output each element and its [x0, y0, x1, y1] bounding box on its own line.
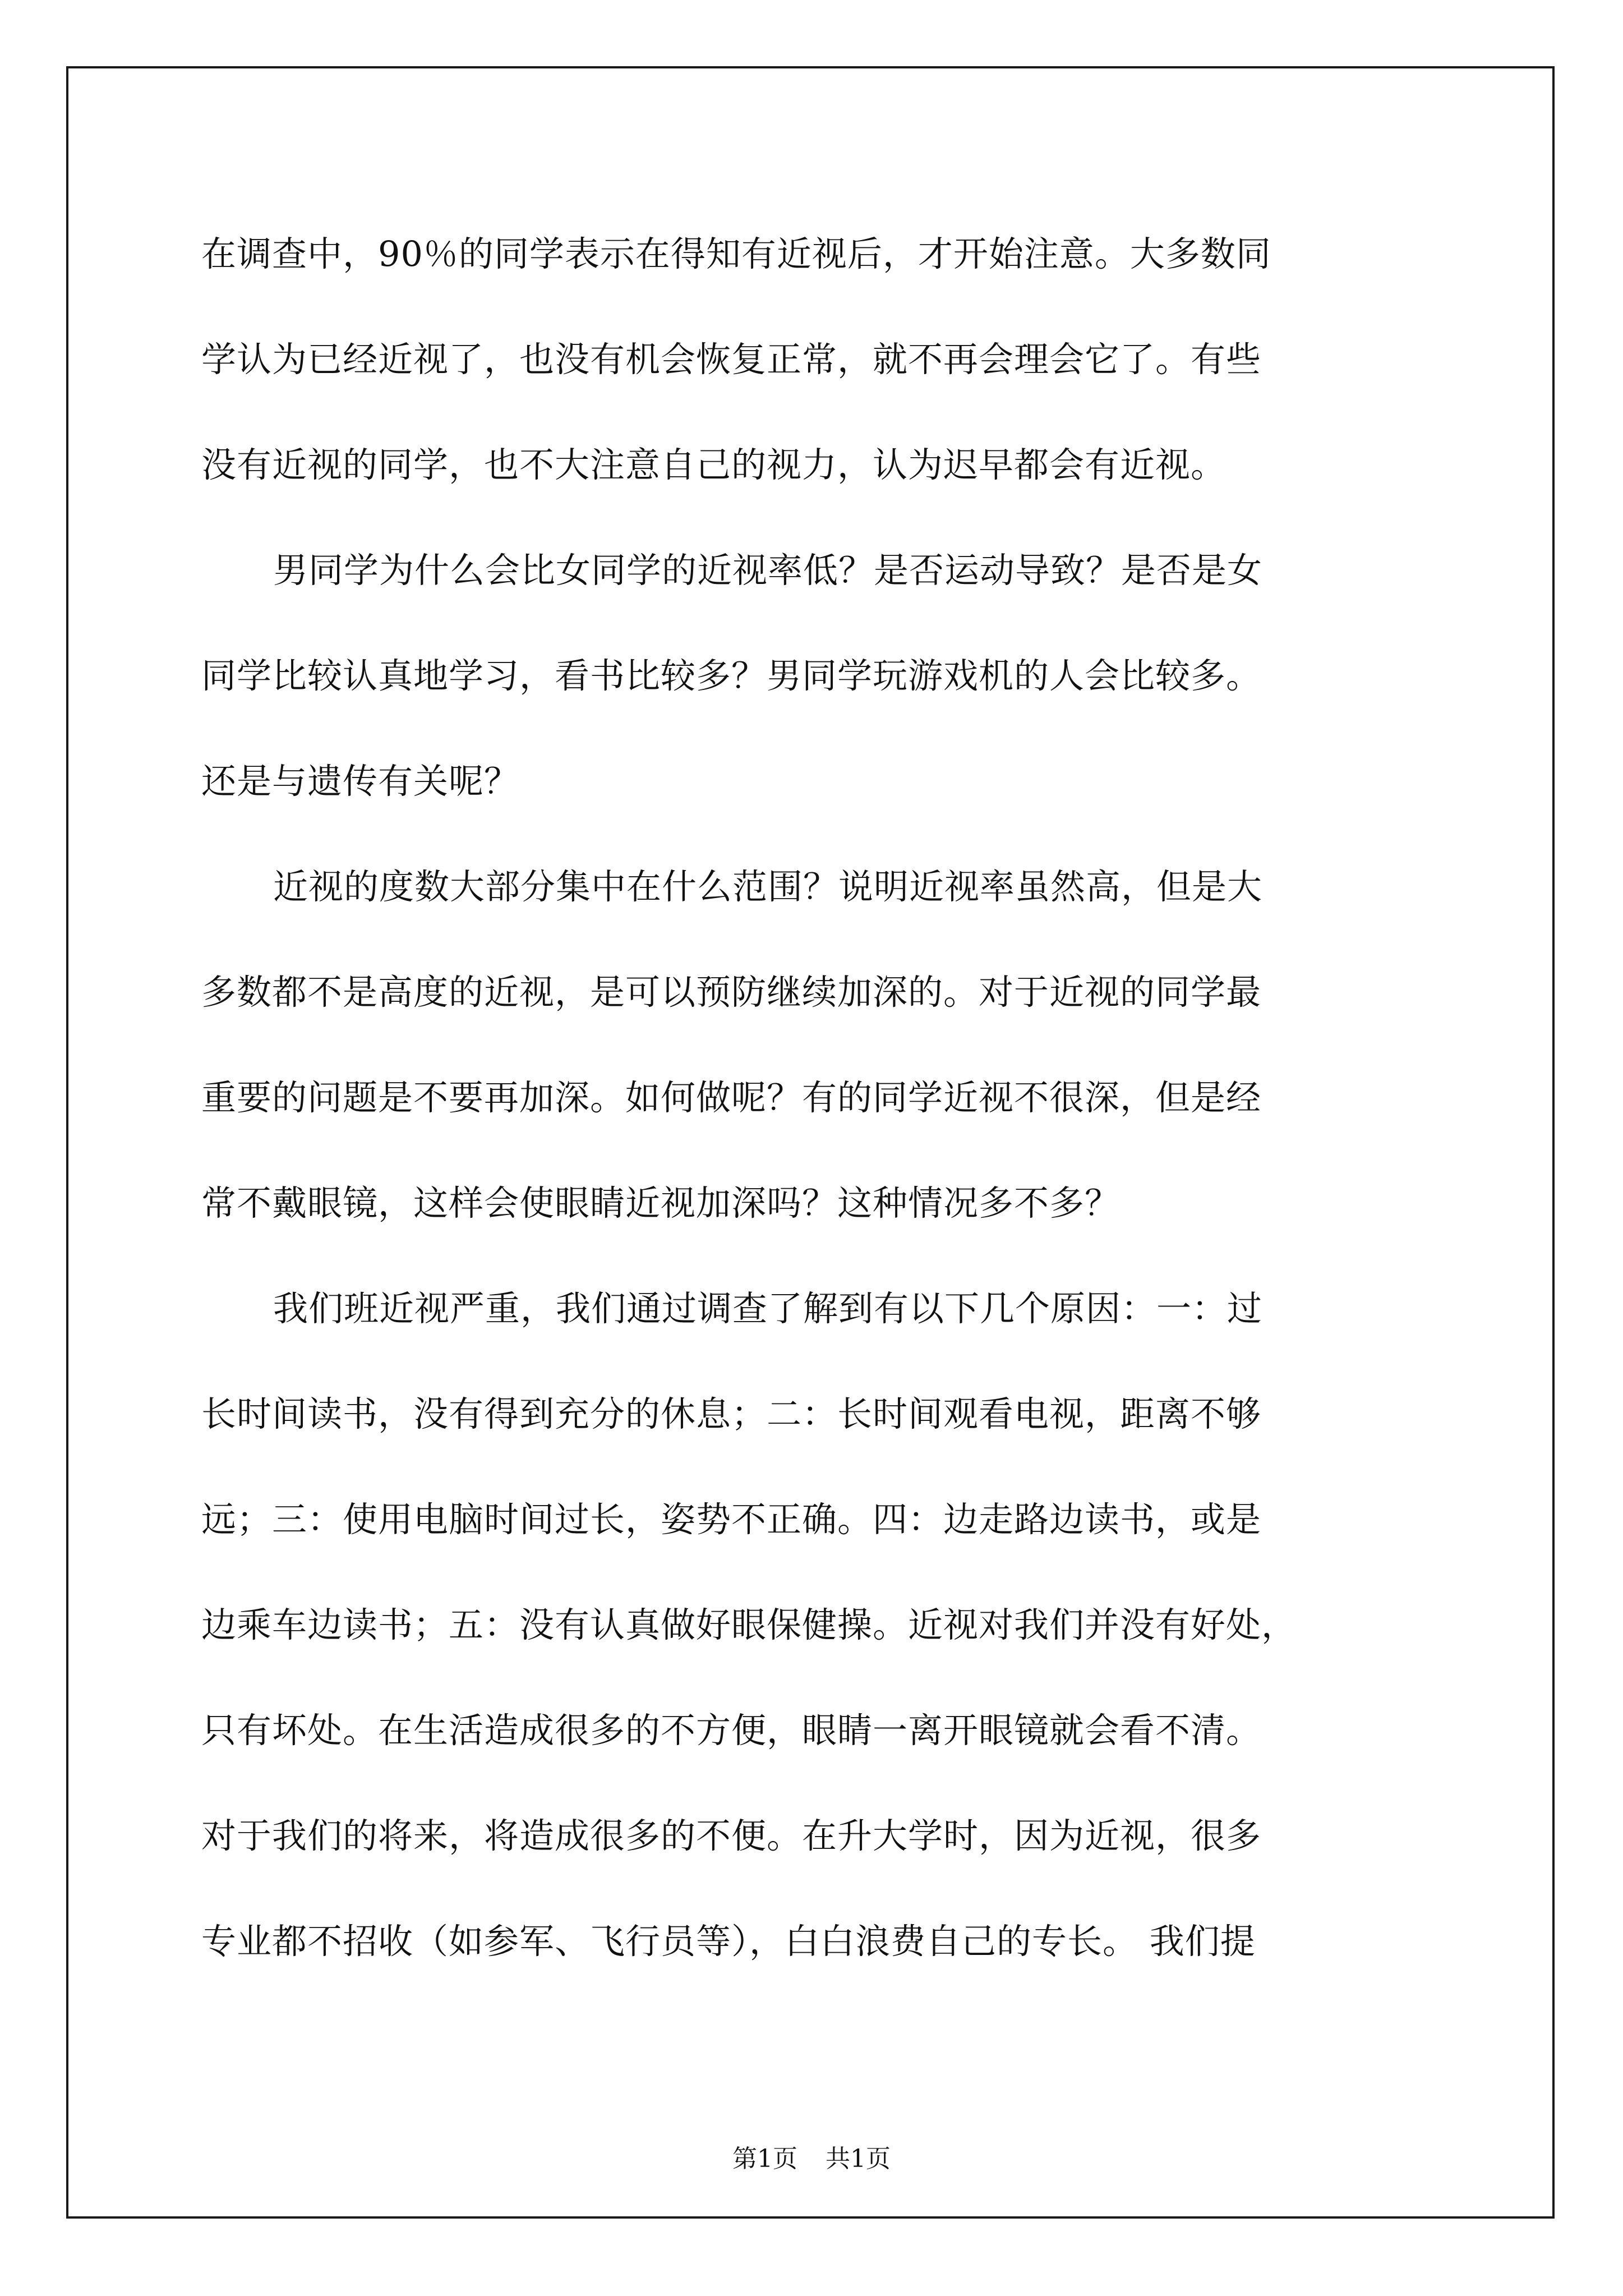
- text-line: 近视的度数大部分集中在什么范围？说明近视率虽然高，但是大: [273, 866, 1263, 907]
- text-line: 没有近视的同学，也不大注意自己的视力，认为迟早都会有近视。: [201, 444, 1227, 485]
- page-number: 第1页: [732, 2145, 797, 2173]
- text-line: 长时间读书，没有得到充分的休息；二：长时间观看电视，距离不够: [201, 1393, 1262, 1434]
- text-line: 专业都不招收（如参军、飞行员等），白白浪费自己的专长。 我们提: [201, 1921, 1256, 1962]
- document-body: [68, 68, 1552, 2216]
- text-line: 在调查中，90％的同学表示在得知有近视后，才开始注意。大多数同: [201, 233, 1271, 274]
- text-line: 重要的问题是不要再加深。如何做呢？有的同学近视不很深，但是经: [201, 1077, 1262, 1118]
- text-line: 对于我们的将来，将造成很多的不便。在升大学时，因为近视，很多: [201, 1815, 1262, 1856]
- text-line: 还是与遗传有关呢？: [201, 761, 520, 802]
- page-total: 共1页: [826, 2145, 891, 2173]
- page-frame: [66, 66, 1555, 2219]
- text-line: 只有坏处。在生活造成很多的不方便，眼睛一离开眼镜就会看不清。: [201, 1710, 1262, 1751]
- text-line: 男同学为什么会比女同学的近视率低？是否运动导致？是否是女: [273, 550, 1263, 591]
- text-line: 同学比较认真地学习，看书比较多？男同学玩游戏机的人会比较多。: [201, 655, 1262, 696]
- text-line: 多数都不是高度的近视，是可以预防继续加深的。对于近视的同学最: [201, 972, 1262, 1013]
- text-line: 常不戴眼镜，这样会使眼睛近视加深吗？这种情况多不多？: [201, 1182, 1121, 1223]
- text-line: 边乘车边读书；五：没有认真做好眼保健操。近视对我们并没有好处，: [201, 1604, 1297, 1645]
- text-line: 我们班近视严重，我们通过调查了解到有以下几个原因：一：过: [273, 1288, 1263, 1329]
- text-line: 远；三：使用电脑时间过长，姿势不正确。四：边走路边读书，或是: [201, 1499, 1262, 1540]
- text-line: 学认为已经近视了，也没有机会恢复正常，就不再会理会它了。有些: [201, 339, 1262, 380]
- page-footer: [0, 2138, 1623, 2174]
